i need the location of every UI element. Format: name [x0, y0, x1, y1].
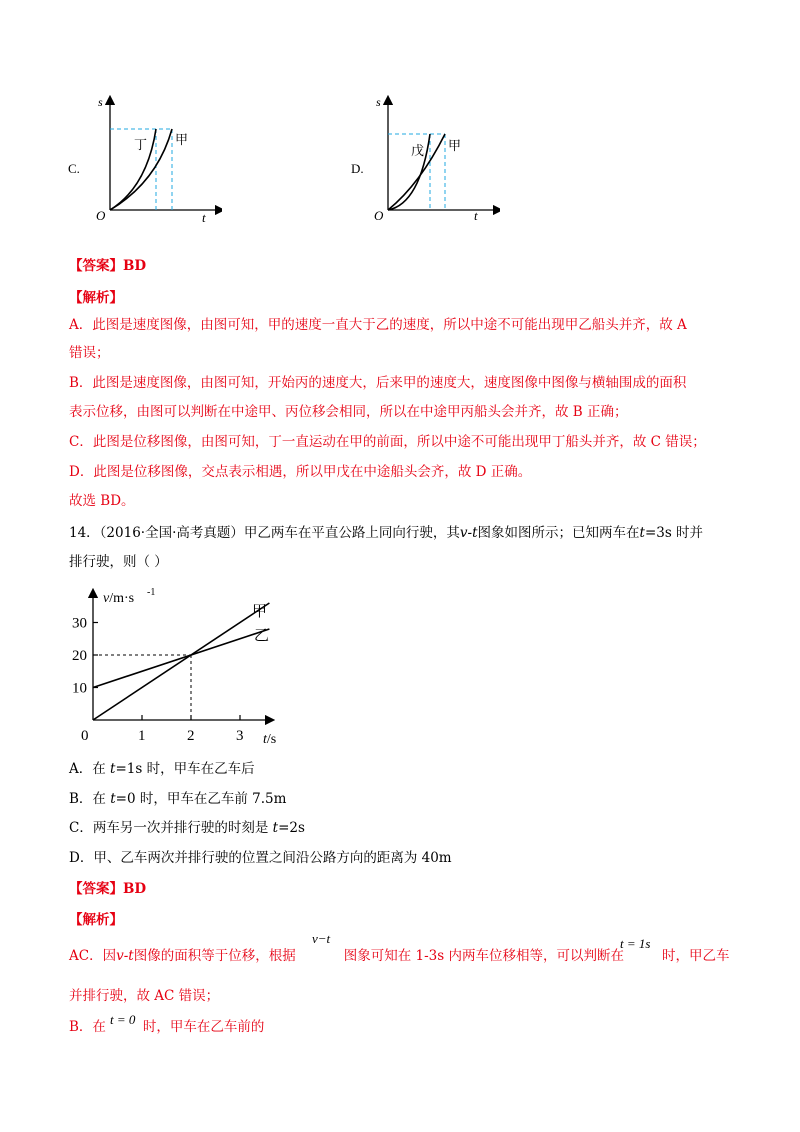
question-text: 14．（2016·全国·高考真题）甲乙两车在平直公路上同向行驶，其	[69, 525, 460, 541]
choice-var: t	[110, 761, 116, 777]
choice-d: D．甲、乙车两次并排行驶的位置之间沿公路方向的距离为 40m	[69, 850, 452, 866]
analysis-line: A．此图是速度图像，由图可知，甲的速度一直大于乙的速度，所以中途不可能出现甲乙船头并齐，故 A	[69, 317, 687, 333]
option-c-curve-jia: 甲	[175, 133, 189, 148]
analysis-vt: v-t	[116, 948, 134, 964]
vt-chart	[60, 585, 290, 750]
question-text: =3s 时并	[644, 525, 704, 541]
option-c-curve-ding: 丁	[134, 138, 148, 153]
answer-1	[69, 256, 146, 276]
choice-var: t	[110, 791, 116, 807]
analysis-text: 图象可知在 1-3s 内两车位移相等，可以判断在	[343, 948, 624, 964]
series-line-yi	[93, 629, 269, 688]
option-d-origin: O	[374, 208, 384, 223]
option-c-origin: O	[96, 208, 106, 223]
analysis-text: B．在	[69, 1019, 106, 1035]
question-vt: v-t	[459, 525, 478, 541]
analysis-text: 时，甲乙车	[661, 948, 730, 964]
choice-text: C．两车另一次并排行驶的时刻是	[69, 820, 273, 836]
analysis-line: 错误；	[69, 345, 110, 361]
y-axis-label-sup: -1	[147, 587, 156, 598]
option-d-curve-wu: 戊	[411, 144, 425, 159]
choice-text: A．在	[69, 761, 111, 777]
option-d-axis-s: s	[376, 95, 381, 109]
analysis-text: AC．因	[69, 948, 117, 964]
option-c-graph	[92, 92, 222, 227]
y-tick-label: 30	[72, 615, 87, 632]
x-tick-label: 2	[187, 728, 195, 744]
answer-tag: 【答案】	[69, 258, 123, 274]
series-label-jia: 甲	[252, 602, 268, 620]
choice-c	[69, 818, 305, 838]
choice-b	[69, 789, 286, 809]
x-axis-label: t/s	[263, 732, 277, 747]
analysis-line: D．此图是位移图像，交点表示相遇，所以甲戊在中途船头会齐，故 D 正确。	[69, 464, 532, 480]
answer-value: BD	[123, 258, 147, 274]
series-label-yi: 乙	[254, 626, 270, 644]
x-tick-label: 0	[81, 728, 89, 744]
analysis-line: B．此图是速度图像，由图可知，开始丙的速度大，后来甲的速度大，速度图像中图像与横轴围成的面积	[69, 375, 687, 391]
choice-text: =2s	[278, 820, 305, 836]
option-c-label: C.	[68, 161, 80, 176]
question-14-line-2: 排行驶，则（ ）	[69, 554, 168, 570]
choice-text: =1s 时，甲车在乙车后	[115, 761, 255, 777]
option-d-curve-jia: 甲	[448, 139, 462, 154]
answer-value: BD	[123, 881, 147, 897]
choice-text: B．在	[69, 791, 111, 807]
option-d-label: D.	[351, 161, 364, 176]
question-t: t	[639, 525, 645, 541]
analysis-b-line	[69, 1017, 264, 1037]
y-tick-label: 10	[72, 680, 87, 697]
analysis-ac-line-2: 并排行驶，故 AC 错误；	[69, 988, 220, 1004]
analysis-text: 图像的面积等于位移，根据	[133, 948, 296, 964]
analysis-2-tag: 【解析】	[69, 912, 123, 928]
question-14-line-1	[69, 523, 703, 543]
series-line-jia	[93, 603, 269, 720]
analysis-line: C．此图是位移图像，由图可知，丁一直运动在甲的前面，所以中途不可能出现甲丁船头并齐，故 C 错误；	[69, 434, 706, 450]
formula-t-equals-1s: t = 1s	[620, 936, 651, 951]
formula-v-minus-t: v−t	[312, 931, 331, 946]
option-d-graph	[370, 92, 500, 227]
option-d-axis-t: t	[474, 208, 478, 223]
y-axis-label: v/m·s	[103, 591, 135, 606]
option-c-axis-s: s	[98, 95, 103, 109]
answer-2	[69, 879, 146, 899]
x-tick-label: 1	[138, 728, 146, 744]
answer-tag: 【答案】	[69, 881, 123, 897]
analysis-conclusion: 故选 BD。	[69, 493, 135, 509]
analysis-line: 表示位移，由图可以判断在中途甲、丙位移会相同，所以在中途甲丙船头会并齐，故 B 正确；	[69, 404, 628, 420]
analysis-tag: 【解析】	[69, 290, 123, 306]
choice-text: =0 时，甲车在乙车前 7.5m	[115, 791, 287, 807]
formula-t-equals-0: t = 0	[110, 1012, 136, 1027]
choice-var: t	[272, 820, 279, 836]
analysis-text: 时，甲车在乙车前的	[142, 1019, 265, 1035]
choice-a	[69, 759, 255, 779]
x-tick-label: 3	[236, 728, 244, 744]
y-tick-label: 20	[72, 648, 87, 664]
question-text: 图象如图所示；已知两车在	[477, 525, 640, 541]
option-c-axis-t: t	[202, 210, 206, 225]
